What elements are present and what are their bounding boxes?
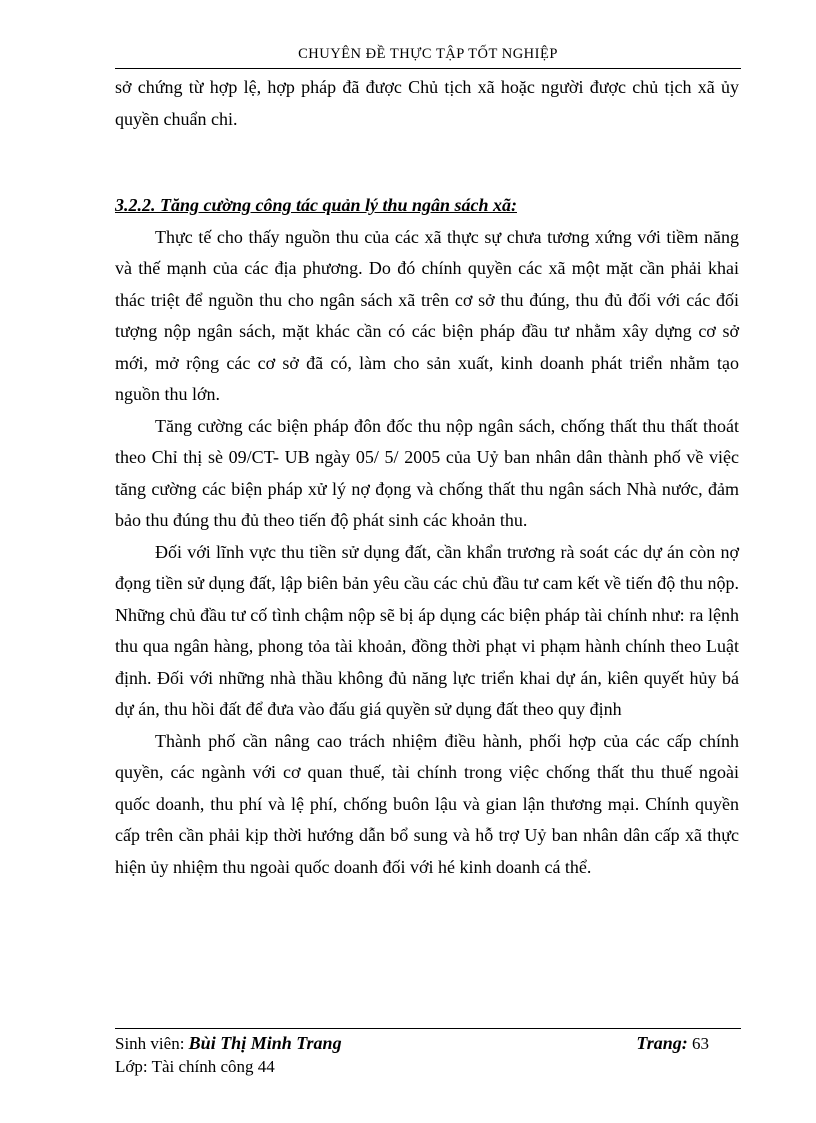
footer-row-student xyxy=(115,1032,741,1055)
page-label: Trang: xyxy=(636,1033,688,1053)
student-info xyxy=(115,1032,342,1055)
class-name: Tài chính công 44 xyxy=(151,1057,275,1076)
header-title: CHUYÊN ĐỀ THỰC TẬP TỐT NGHIỆP xyxy=(298,46,558,62)
spacer xyxy=(115,135,739,190)
paragraph-2: Tăng cường các biện pháp đôn đốc thu nộp ngân sách, chống thất thu thất thoát theo Chỉ thị sè 09/CT- UB ngày 05/ 5/ 2005 của Uỷ ban nhân dân thành phố về việc tăng cường các biện pháp xử lý nợ đọng và chống thất thu ngân sách Nhà nước, đảm bảo thu đúng thu đủ theo tiến độ phát sinh các khoản thu. xyxy=(115,415,739,530)
continuation-paragraph: sở chứng từ hợp lệ, hợp pháp đã được Chủ tịch xã hoặc người được chủ tịch xã ủy quyền chuẩn chi. xyxy=(115,77,739,129)
paragraph-1: Thực tế cho thấy nguồn thu của các xã thực sự chưa tương xứng với tiềm năng và thế mạnh của các địa phương. Do đó chính quyền các xã một mặt cần phải khai thác triệt để nguồn thu cho ngân sách xã trên cơ sở thu đúng, thu đủ đối với các đối tượng nộp ngân sách, mặt khác cần có các biện pháp đầu tư nhằm xây dựng cơ sở mới, mở rộng các cơ sở đã có, làm cho sản xuất, kinh doanh phát triển nhằm tạo nguồn thu lớn. xyxy=(115,226,739,404)
document-body xyxy=(115,72,739,883)
paragraph-3: Đối với lĩnh vực thu tiền sử dụng đất, cần khẩn trương rà soát các dự án còn nợ đọng tiền sử dụng đất, lập biên bản yêu cầu các chủ đầu tư cam kết về tiến độ thu nộp. Những chủ đầu tư cố tình chậm nộp sẽ bị áp dụng các biện pháp tài chính như: ra lệnh thu qua ngân hàng, phong tỏa tài khoản, đồng thời phạt vi phạm hành chính theo Luật định. Đối với những nhà thầu không đủ năng lực triển khai dự án, kiên quyết hủy bá dự án, thu hồi đất để đưa vào đấu giá quyền sử dụng đất theo quy định xyxy=(115,541,739,719)
class-info xyxy=(115,1055,275,1078)
page-footer xyxy=(115,1028,741,1078)
student-label: Sinh viên: xyxy=(115,1034,185,1053)
class-label: Lớp: xyxy=(115,1057,148,1076)
paragraph-4: Thành phố cần nâng cao trách nhiệm điều hành, phối hợp của các cấp chính quyền, các ngành với cơ quan thuế, tài chính trong việc chống thất thu thuế ngoài quốc doanh, thu phí và lệ phí, chống buôn lậu và gian lận thương mại. Chính quyền cấp trên cần phải kịp thời hướng dẫn bổ sung và hỗ trợ Uỷ ban nhân dân cấp xã thực hiện ủy nhiệm thu ngoài quốc doanh đối với hé kinh doanh cá thể. xyxy=(115,730,739,877)
footer-row-class xyxy=(115,1055,741,1078)
section-title: 3.2.2. Tăng cường công tác quản lý thu ngân sách xã: xyxy=(115,195,517,215)
student-name: Bùi Thị Minh Trang xyxy=(188,1033,342,1053)
page-info xyxy=(636,1032,709,1055)
page-header xyxy=(115,46,741,69)
page-number: 63 xyxy=(692,1034,709,1053)
